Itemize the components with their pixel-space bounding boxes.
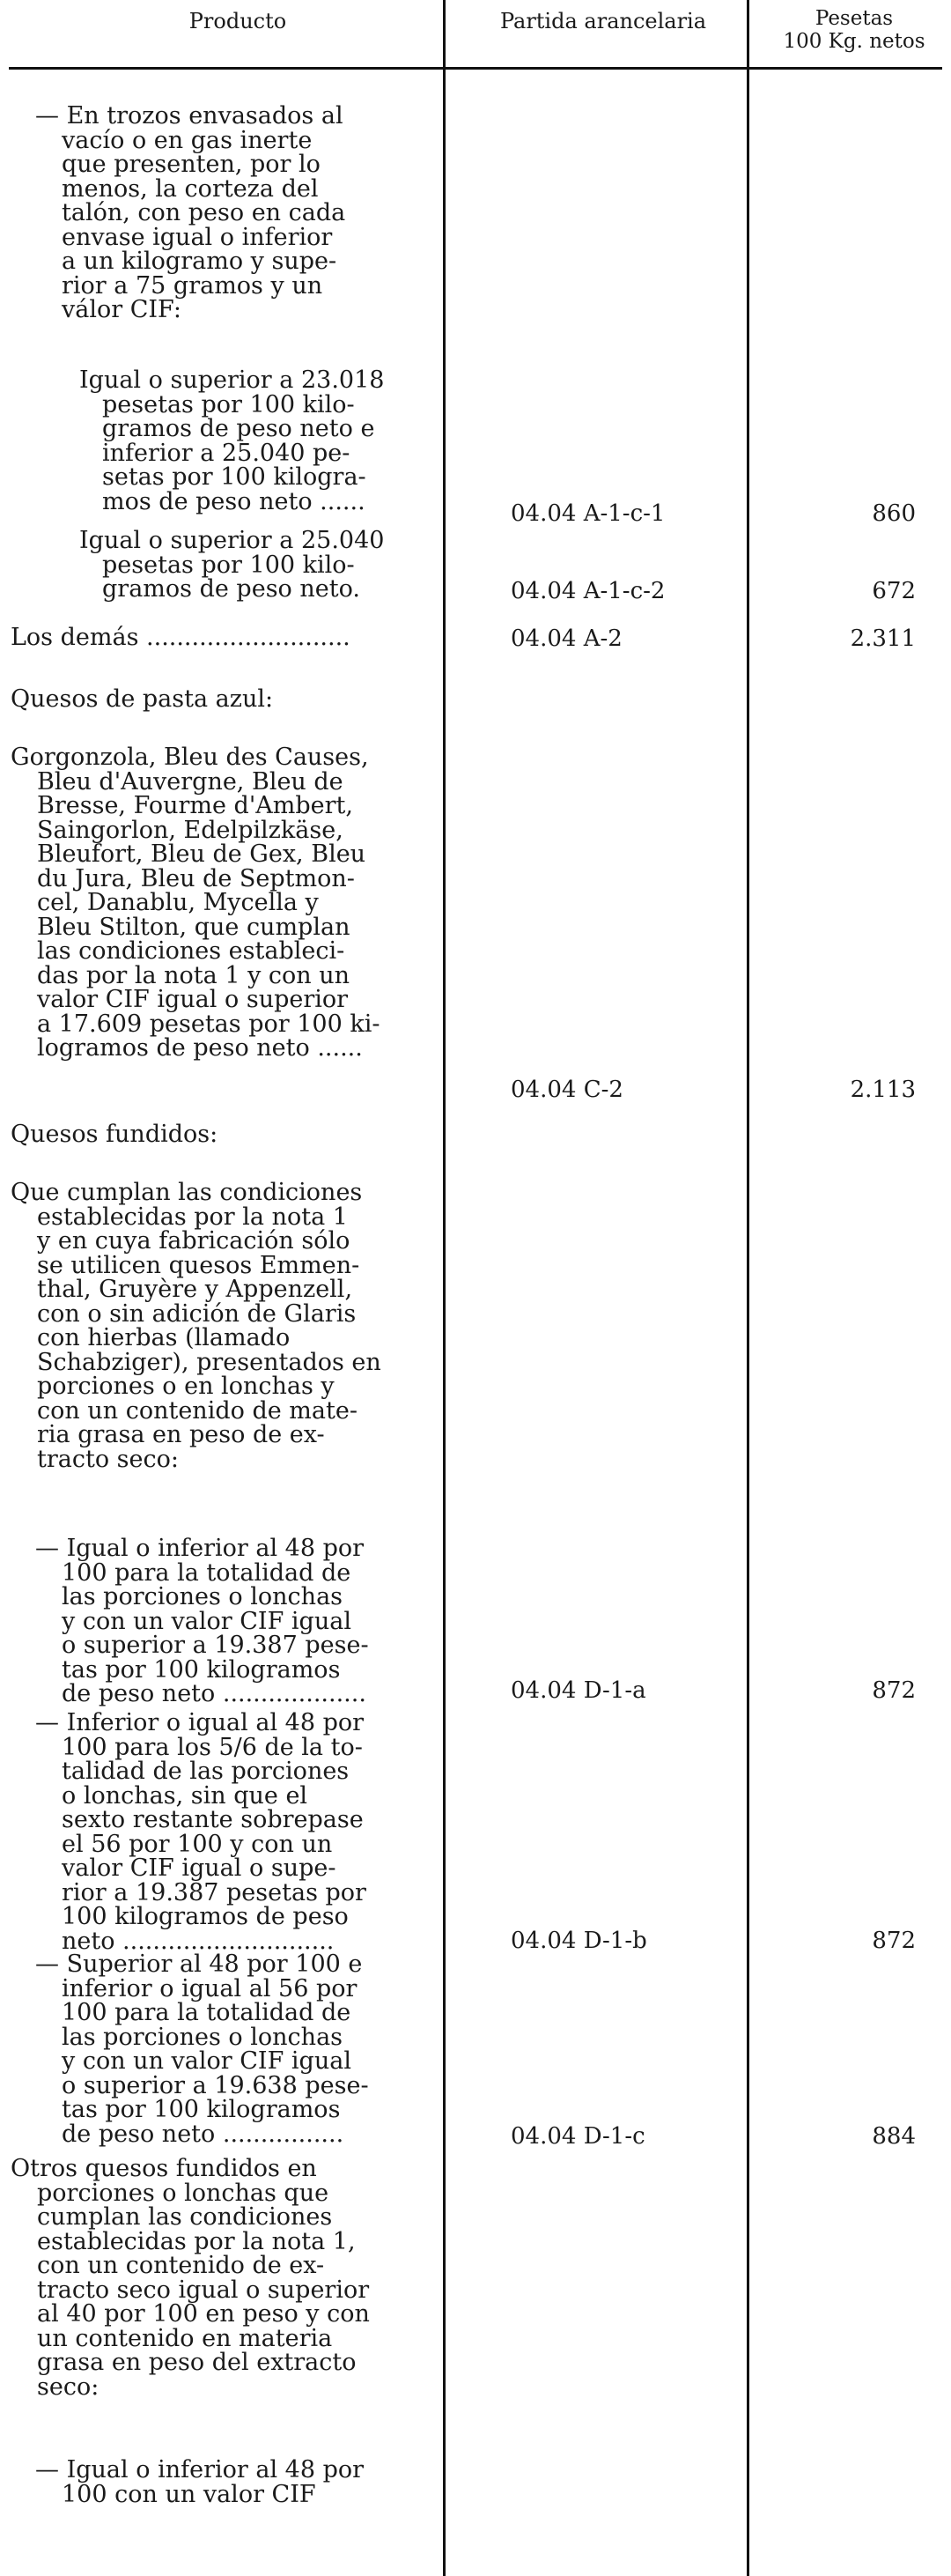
product-description: [11, 745, 427, 1061]
description-line: al 40 por 100 en peso y con: [37, 2300, 370, 2328]
description-line: de peso neto ...................: [62, 1680, 366, 1707]
description-line: — En trozos envasados al: [35, 102, 343, 130]
description-line: — Igual o inferior al 48 por: [35, 2456, 365, 2483]
column-divider-2: [747, 0, 749, 2576]
description-line: Bleufort, Bleu de Gex, Bleu: [37, 840, 366, 868]
description-line: o lonchas, sin que el: [62, 1781, 308, 1810]
description-line: vacío o en gas inerte: [62, 126, 313, 154]
description-line: rior a 19.387 pesetas por: [62, 1878, 366, 1906]
description-line: porciones o en lonchas y: [37, 1373, 335, 1400]
column-header-partida: Partida arancelaria: [499, 9, 707, 33]
description-line: y con un valor CIF igual: [62, 2047, 351, 2075]
product-description: [35, 1711, 427, 1953]
description-line: 100 con un valor CIF: [62, 2480, 316, 2508]
column-header-pesetas-line1: Pesetas: [815, 7, 894, 30]
description-line: du Jura, Bleu de Septmon-: [37, 864, 355, 892]
description-line: un contenido en materia: [37, 2324, 333, 2352]
column-header-pesetas: [757, 7, 951, 53]
description-line: tracto seco igual o superior: [37, 2276, 370, 2304]
description-line: Igual o superior a 25.040: [79, 527, 385, 554]
description-line: pesetas por 100 kilo-: [102, 551, 355, 579]
description-line: gramos de peso neto e: [102, 415, 375, 442]
description-line: Igual o superior a 23.018: [79, 366, 385, 394]
product-description: [11, 2157, 427, 2399]
description-line: establecidas por la nota 1: [37, 1203, 348, 1231]
description-line: el 56 por 100 y con un: [62, 1830, 333, 1858]
product-description: [11, 1181, 427, 1471]
price-value: 872: [872, 1928, 916, 1954]
description-line: grasa en peso del extracto: [37, 2349, 357, 2376]
description-line: las condiciones estableci-: [37, 937, 345, 965]
description-line: con un contenido de ex-: [37, 2252, 325, 2279]
description-line: Quesos fundidos:: [11, 1121, 218, 1148]
description-line: de peso neto ................: [62, 2120, 344, 2148]
description-line: válor CIF:: [62, 296, 181, 323]
description-line: das por la nota 1 y con un: [37, 961, 350, 989]
description-line: cel, Danablu, Mycella y: [37, 889, 319, 916]
description-line: a 17.609 pesetas por 100 ki-: [37, 1010, 380, 1038]
description-line: cumplan las condiciones: [37, 2203, 333, 2231]
description-line: tas por 100 kilogramos: [62, 2096, 341, 2123]
description-line: con hierbas (llamado: [37, 1324, 291, 1351]
price-value: 872: [872, 1677, 916, 1704]
description-line: Saingorlon, Edelpilzkäse,: [37, 816, 343, 844]
description-line: talidad de las porciones: [62, 1758, 350, 1785]
description-line: inferior o igual al 56 por: [62, 1974, 358, 2002]
product-description: [35, 2458, 427, 2506]
description-line: y con un valor CIF igual: [62, 1607, 351, 1635]
column-header-pesetas-line2: 100 Kg. netos: [783, 30, 925, 53]
tariff-code: 04.04 A-2: [511, 625, 623, 652]
description-line: o superior a 19.387 pese-: [62, 1632, 369, 1659]
tariff-code: 04.04 A-1-c-2: [511, 578, 666, 604]
product-description: [79, 368, 427, 514]
description-line: rior a 75 gramos y un: [62, 271, 323, 300]
price-value: 884: [872, 2123, 916, 2150]
description-line: setas por 100 kilogra-: [102, 463, 366, 491]
description-line: pesetas por 100 kilo-: [102, 390, 355, 418]
tariff-code: 04.04 D-1-c: [511, 2123, 645, 2150]
description-line: con o sin adición de Glaris: [37, 1299, 357, 1328]
price-value: 2.311: [850, 625, 916, 652]
description-line: — Superior al 48 por 100 e: [35, 1951, 363, 1978]
description-line: y en cuya fabricación sólo: [37, 1227, 350, 1255]
description-line: seco:: [37, 2372, 100, 2401]
description-line: 100 para la totalidad de: [62, 1999, 351, 2026]
description-line: a un kilogramo y supe-: [62, 248, 337, 275]
price-value: 860: [872, 500, 916, 527]
description-line: Otros quesos fundidos en: [11, 2155, 317, 2182]
description-line: Que cumplan las condiciones: [11, 1179, 363, 1206]
price-value: 672: [872, 578, 916, 604]
header-rule: [9, 67, 942, 70]
description-line: 100 kilogramos de peso: [62, 1903, 349, 1930]
description-line: establecidas por la nota 1,: [37, 2227, 356, 2255]
description-line: Schabziger), presentados en: [37, 1348, 381, 1376]
description-line: 100 para los 5/6 de la to-: [62, 1733, 363, 1761]
description-line: gramos de peso neto.: [102, 575, 360, 603]
product-description: [11, 1122, 427, 1147]
description-line: 100 para la totalidad de: [62, 1558, 351, 1587]
description-line: logramos de peso neto ......: [37, 1034, 363, 1062]
description-line: Bresse, Fourme d'Ambert,: [37, 792, 353, 819]
product-description: [79, 529, 427, 602]
product-description: [11, 687, 427, 712]
description-line: Quesos de pasta azul:: [11, 685, 274, 713]
product-description: [35, 1952, 427, 2146]
description-line: menos, la corteza del: [62, 174, 319, 203]
column-header-product: Producto: [188, 9, 287, 33]
description-line: porciones o lonchas que: [37, 2179, 329, 2207]
tariff-code: 04.04 D-1-a: [511, 1677, 646, 1704]
description-line: envase igual o inferior: [62, 223, 333, 251]
column-divider-1: [443, 0, 446, 2576]
tariff-code: 04.04 D-1-b: [511, 1928, 647, 1954]
description-line: — Inferior o igual al 48 por: [35, 1709, 365, 1736]
description-line: que presenten, por lo: [62, 151, 321, 178]
description-line: las porciones o lonchas: [62, 1583, 343, 1610]
table-header: [0, 0, 951, 72]
description-line: — Igual o inferior al 48 por: [35, 1535, 365, 1562]
description-line: talón, con peso en cada: [62, 199, 346, 226]
description-line: mos de peso neto ......: [102, 487, 365, 515]
description-line: con un contenido de mate-: [37, 1396, 358, 1425]
description-line: neto ............................: [62, 1927, 335, 1955]
description-line: ria grasa en peso de ex-: [37, 1421, 325, 1448]
product-description: [35, 104, 427, 322]
product-description: [35, 1536, 427, 1706]
description-line: valor CIF igual o supe-: [62, 1854, 336, 1882]
description-line: Bleu d'Auvergne, Bleu de: [37, 767, 343, 796]
description-line: inferior a 25.040 pe-: [102, 439, 350, 467]
tariff-code: 04.04 A-1-c-1: [511, 500, 666, 527]
description-line: o superior a 19.638 pese-: [62, 2071, 369, 2099]
description-line: sexto restante sobrepase: [62, 1806, 364, 1833]
description-line: tracto seco:: [37, 1445, 179, 1473]
product-description: [11, 625, 427, 650]
description-line: thal, Gruyère y Appenzell,: [37, 1276, 353, 1303]
description-line: Gorgonzola, Bleu des Causes,: [11, 744, 369, 771]
price-value: 2.113: [850, 1077, 916, 1103]
description-line: tas por 100 kilogramos: [62, 1655, 341, 1684]
description-line: Bleu Stilton, que cumplan: [37, 913, 350, 941]
description-line: las porciones o lonchas: [62, 2023, 343, 2051]
description-line: se utilicen quesos Emmen-: [37, 1251, 360, 1279]
tariff-code: 04.04 C-2: [511, 1077, 623, 1103]
description-line: valor CIF igual o superior: [37, 986, 349, 1013]
description-line: Los demás ...........................: [11, 624, 350, 651]
